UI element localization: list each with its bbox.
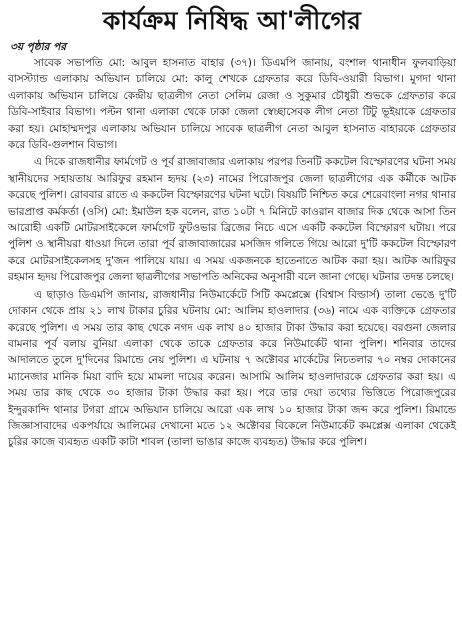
paragraph-theft-case: এ ছাড়াও ডিএমপি জানায়, রাজধানীর নিউমার্কেটে সিটি কমপ্লেক্সে (বিশ্বাস বিল্ডার্স) তালা ভেঙে দু'টি দোকান থেকে প্রায় ২১ লাখ টাকার চুরির ঘটনায় মো: আলিম হাওলাদার (৩৬) নামে এক ব্যক্তিকে গ্রেফতার করেছে পুলিশ। এ সময় তার কাছ থেকে নগদ এক লাখ ৪০ হাজার টাকা উদ্ধার করা হয়েছে। বরগুনা জেলার বামনার পূর্ব বলায় বুনিয়া এলাকা থেকে তাকে গ্রেফতার করে নিউমার্কেট থানা পুলিশ। শনিবার তাদের আদালতে তুলে দু'দিনের রিমান্ডে নেয় পুলিশ। এ ঘটনায় ৭ অক্টোবর মার্কেটের নিচতলার ৭০ নম্বর দোকানের ম্যানেজার মানিক মিয়া বাদি হয়ে মামলা দায়ের করেন। আসামি আলিম হাওলাদারকে গ্রেফতার করা হয়। এ সময় তার কাছ থেকে ৩০ হাজার টাকা উদ্ধার করা হয়। পরে তার দেয়া তথ্যের ভিত্তিতে পিরোজপুরের ইন্দুরকান্দি থানার টগরা গ্রামে অভিযান চালিয়ে আরো এক লাখ ১০ হাজার টাকা জব্দ করে পুলিশ। রিমান্ডে জিজ্ঞাসাবাদের একপর্যায়ে আলিমের দেখানো মতে ১২ অক্টোবর বিকেলে নিউমার্কেট কমপ্লেক্স এলাকা থেকেই চুরির কাজে ব্যবহৃত একটি কাটা শাবল (তালা ভাঙার কাজে ব্যবহৃত) উদ্ধার করে পুলিশ। xyxy=(8,288,456,449)
article-body xyxy=(8,55,456,451)
paragraph-cocktail-blast: এ দিকে রাজধানীর ফার্মগেট ও পূর্ব রাজাবাজার এলাকায় পরপর তিনটি ককটেল বিস্ফোরণের ঘটনা সময় স্থানীয়দের সহায়তায় আরিফুর রহমান হৃদয় (২৩) নামের পিরোজপুর জেলা ছাত্রলীগের এক কর্মীকে আটক করেছে পুলিশ। রোববার রাতে এ ককটেল বিস্ফোরণের ঘটনা ঘটে। বিষয়টি নিশ্চিত করে শেরেবাংলা নগর থানার ভারপ্রাপ্ত কর্মকর্তা (ওসি) মো: ইমাউল হক বলেন, রাত ১০টা ৭ মিনিটে কাওরান বাজার দিক থেকে আসা তিন আরোহী একটি মোটরসাইকেলে ফার্মগেট ফুটওভার ব্রিজের নিচে এসে একটি ককটেল বিস্ফোরণ ঘটায়। পরে পুলিশ ও স্থানীয়রা ধাওয়া দিলে তারা পূর্ব রাজাবাজারের মসজিদ গলিতে গিয়ে আরো দু'টি ককটেল বিস্ফোরণ করে মোটরসাইকেলসহ দু'জন পালিয়ে যায়। এ সময় একজনকে হাতেনাতে আটক করা হয়। আটক আরিফুর রহমান হৃদয় পিরোজপুর জেলা ছাত্রলীগের সভাপতি অনিকের অনুসারী বলে জানা গেছে। ঘটনার তদন্ত চলছে। xyxy=(8,156,456,284)
paragraph-arrests: সাবেক সভাপতি মো: আবুল হাসনাত বাহার (৩৭)। ডিএমপি জানায়, বংশাল থানাধীন ফুলবাড়িয়া বাসস্ট্যান্ড এলাকায় অভিযান চালিয়ে মো: কালু শেখকে গ্রেফতার করে ডিবি-ওয়ারী বিভাগ। মুগদা থানা এলাকায় অভিযান চালিয়ে কেন্দ্রীয় ছাত্রলীগ নেতা সেলিম রেজা ও সুকুমার চৌধুরী শুভকে গ্রেফতার করে ডিবি-সাইবার বিভাগ। পল্টন থানা এলাকা থেকে ঢাকা জেলা স্বেচ্ছাসেবক লীগ নেতা টিটু ভূইয়াকে গ্রেফতার করা হয়। মোহাম্মদপুর এলাকায় অভিযান চালিয়ে সাবেক ছাত্রলীগ নেতা আবুল হাসনাত বাহারকে গ্রেফতার করে ডিবি-গুলশান বিভাগ। xyxy=(8,57,456,152)
headline: কার্যক্রম নিষিদ্ধ আ'লীগের xyxy=(102,6,362,35)
continued-from-label: ৩য় পৃষ্ঠার পর xyxy=(10,41,67,53)
